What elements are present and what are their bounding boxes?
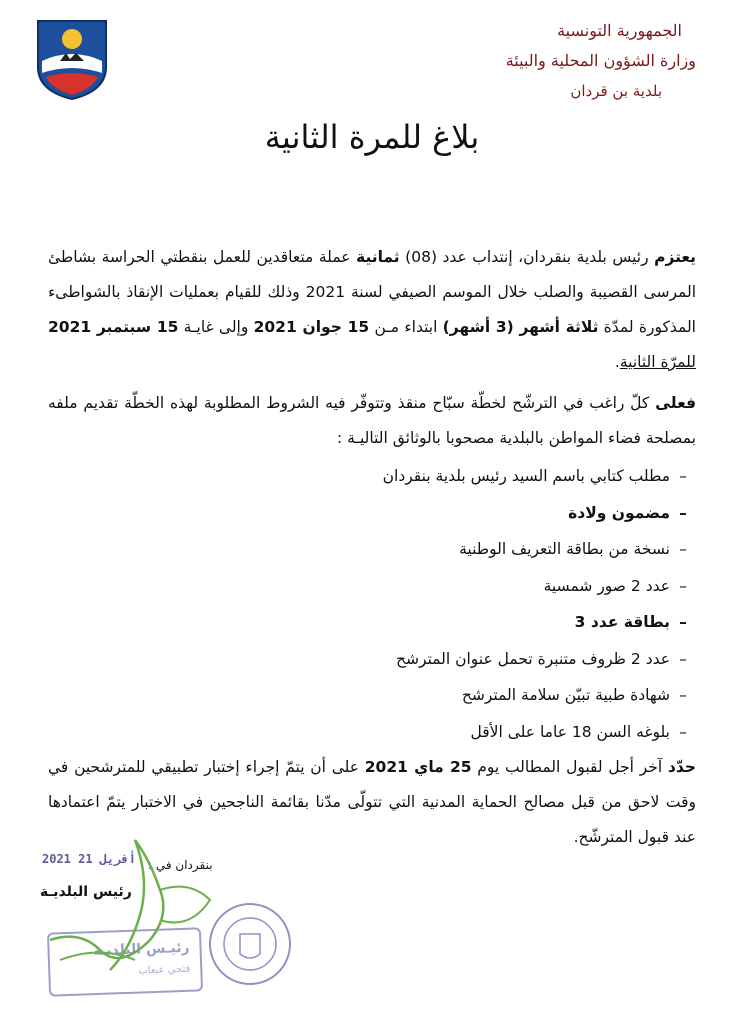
date-stamp: 2021 أفريل 21 [42, 852, 136, 866]
required-documents-list [383, 458, 696, 750]
list-item: –مضمون ولادة [568, 503, 687, 522]
intro-bold-1: يعتزم [654, 248, 696, 266]
intro-end: . [614, 353, 620, 371]
deadline-bold-2: 25 ماي 2021 [364, 758, 472, 776]
place-date-label: بنقردان في : [148, 858, 213, 872]
intro-text-2: عملة متعاقدين للعمل بنقطتي الحراسة بشاطئ المرسى القصيبة والصلب خلال الموسم الصيفي لسنة 2021 وذلك للقيام بعمليات الإنقاذ بالشواطىء المذكورة لمدّة [48, 248, 696, 336]
intro-bold-4: 15 جوان 2021 [253, 318, 370, 336]
apply-paragraph [48, 386, 696, 456]
stamp-name: فتحي عبعاب [138, 963, 191, 977]
letterhead [476, 16, 696, 106]
intro-bold-5: 15 سبتمبر 2021 [48, 318, 179, 336]
intro-second-time: للمرّة الثانية [619, 353, 696, 371]
list-item: –بطاقة عدد 3 [574, 613, 687, 631]
header-ministry: وزارة الشؤون المحلية والبيئة [505, 51, 696, 70]
apply-bold: فعلى [655, 394, 696, 412]
apply-text: كلّ راغب في الترشّح لخطّة سبّاح منقذ وتتوفّر فيه الشروط المطلوبة لهذه الخطّة تقديم ملفه بمصلحة فضاء المواطن بالبلدية مصحوبا بالوثائق التاليـة : [48, 394, 696, 447]
intro-bold-3: ثلاثة أشهر (3 أشهر) [442, 318, 599, 336]
header-municipality: بلدية بن قردان [570, 82, 662, 100]
deadline-text-2: على أن يتمّ إجراء إختبار تطبيقي للمترشحين في وقت لاحق من قبل مصالح الحماية المدنية التي تتولّى مدّنا بقائمة الناجحين في الاختبار يتمّ اعتمادها عند قبول المترشّح. [48, 758, 696, 846]
stamp-title: رئيـس البلديـة [92, 939, 190, 960]
municipality-logo [34, 17, 110, 101]
header-republic: الجمهورية التونسية [557, 21, 682, 40]
deadline-bold-1: حدّد [667, 758, 696, 776]
signature [40, 820, 220, 990]
list-item: –عدد 2 ظروف متنبرة تحمل عنوان المترشح [395, 649, 687, 668]
intro-text-1: رئيس بلدية بنقردان، إنتداب عدد (08) [399, 248, 655, 266]
intro-text-4: وإلى غايـة [178, 318, 254, 336]
list-item: –شهادة طبية تبيّن سلامة المترشح [461, 686, 687, 704]
deadline-text-1: آخر أجل لقبول المطالب يوم [471, 758, 668, 776]
president-label: رئيس البلديـة [40, 884, 132, 900]
list-item: –عدد 2 صور شمسية [543, 576, 687, 595]
intro-bold-2: ثمانية [356, 248, 400, 266]
intro-paragraph [48, 240, 696, 380]
document-title: بلاغ للمرة الثانية [264, 118, 480, 156]
list-item: –نسخة من بطاقة التعريف الوطنية [459, 540, 687, 558]
list-item: –بلوغه السن 18 عاما على الأقل [470, 722, 687, 741]
list-item: –مطلب كتابي باسم السيد رئيس بلدية بنقردان [382, 467, 687, 485]
intro-text-3: ابتداء مـن [369, 318, 443, 336]
